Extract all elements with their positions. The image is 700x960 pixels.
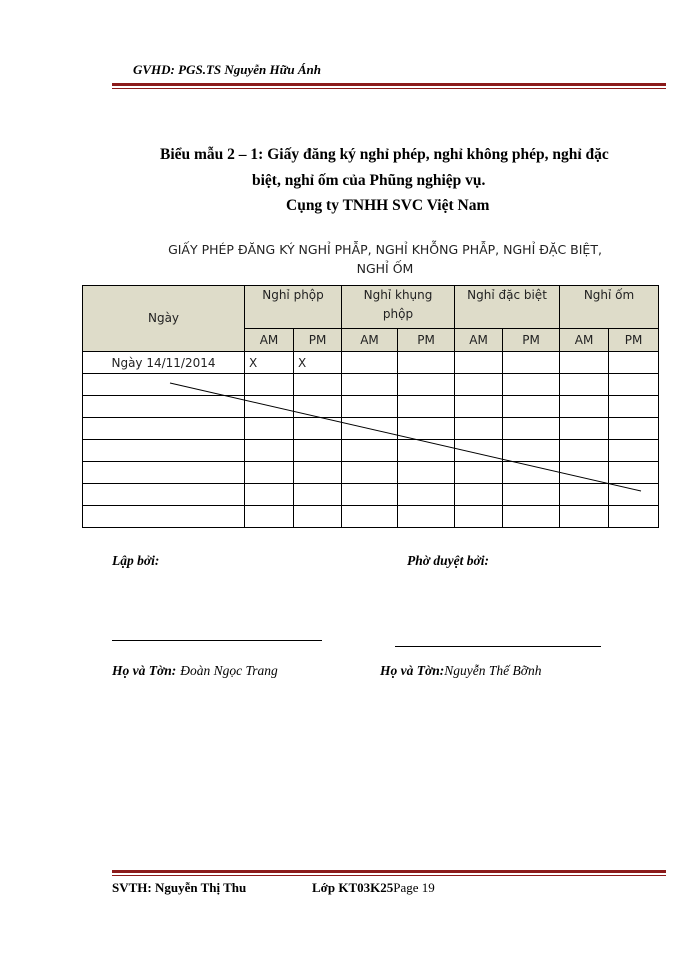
- leave-table: [82, 285, 659, 528]
- col-header-pm: PM: [609, 329, 659, 352]
- company-name: Cụng ty TNHH SVC Việt Nam: [286, 197, 490, 214]
- footer-class: Lớp KT03K25: [312, 880, 394, 895]
- leave-form-title-line2: NGHỈ ỐM: [356, 261, 414, 276]
- cell: [398, 352, 455, 374]
- leave-form-title-line1: GIẤY PHÉP ĐĂNG KÝ NGHỈ PHẪP, NGHỈ KHỖNG PHẪP, NGHỈ ĐẶC BIỆT,: [168, 242, 602, 257]
- col-header-pm: PM: [503, 329, 560, 352]
- prepared-signature-line: [112, 640, 322, 641]
- col-header-paid-leave: Nghỉ phộp: [245, 286, 342, 329]
- table-row: [83, 374, 659, 396]
- approved-name-row: [380, 662, 541, 680]
- cell: [455, 352, 503, 374]
- cell: [560, 352, 609, 374]
- cell-paid-pm: X: [294, 352, 342, 374]
- approved-signature-line: [395, 646, 601, 647]
- col-header-am: AM: [560, 329, 609, 352]
- col-header-unpaid-leave-l1: Nghỉ khụng: [363, 288, 433, 302]
- footer-student: SVTH: Nguyễn Thị Thu: [112, 880, 247, 895]
- form-caption-line1: Biểu mẫu 2 – 1: Giấy đăng ký nghỉ phép, nghỉ không phép, nghỉ đặc: [160, 146, 609, 163]
- table-row: [83, 462, 659, 484]
- table-row: [83, 484, 659, 506]
- approved-by-label: Phờ duyệt bởi:: [407, 553, 489, 568]
- form-caption-line2: biệt, nghỉ ốm của Phũng nghiệp vụ.: [252, 172, 486, 189]
- col-header-am: AM: [455, 329, 503, 352]
- cell: [503, 352, 560, 374]
- col-header-unpaid-leave-l2: phộp: [382, 307, 414, 321]
- col-header-pm: PM: [398, 329, 455, 352]
- approved-name: Nguyễn Thế Bỡnh: [444, 663, 542, 678]
- col-header-date: Ngày: [83, 286, 245, 352]
- header-supervisor: GVHD: PGS.TS Nguyễn Hữu Ánh: [133, 62, 322, 77]
- col-header-am: AM: [245, 329, 294, 352]
- prepared-name-row: [112, 662, 278, 680]
- header-rule: [112, 83, 666, 86]
- col-header-am: AM: [342, 329, 398, 352]
- footer-rule-thin: [112, 875, 666, 876]
- prepared-name: Đoàn Ngọc Trang: [180, 663, 278, 678]
- approved-name-label: Họ và Tờn:: [380, 663, 445, 678]
- footer-rule: [112, 870, 666, 873]
- table-row: [83, 396, 659, 418]
- table-row: [83, 352, 659, 374]
- cell-paid-am: X: [245, 352, 294, 374]
- col-header-unpaid-leave: [342, 286, 455, 329]
- table-row: [83, 506, 659, 528]
- footer-page-number: Page 19: [393, 880, 435, 895]
- table-row: [83, 418, 659, 440]
- leave-form-title: [135, 240, 635, 278]
- prepared-name-label: Họ và Tờn:: [112, 663, 177, 678]
- col-header-pm: PM: [294, 329, 342, 352]
- prepared-by-label: Lập bởi:: [112, 553, 160, 568]
- cell-date: Ngày 14/11/2014: [83, 352, 245, 374]
- cell: [342, 352, 398, 374]
- footer-class-page: [312, 880, 435, 896]
- header-rule-thin: [112, 88, 666, 89]
- col-header-special-leave: Nghỉ đặc biệt: [455, 286, 560, 329]
- cell: [609, 352, 659, 374]
- table-row: [83, 440, 659, 462]
- col-header-sick-leave: Nghỉ ốm: [560, 286, 659, 329]
